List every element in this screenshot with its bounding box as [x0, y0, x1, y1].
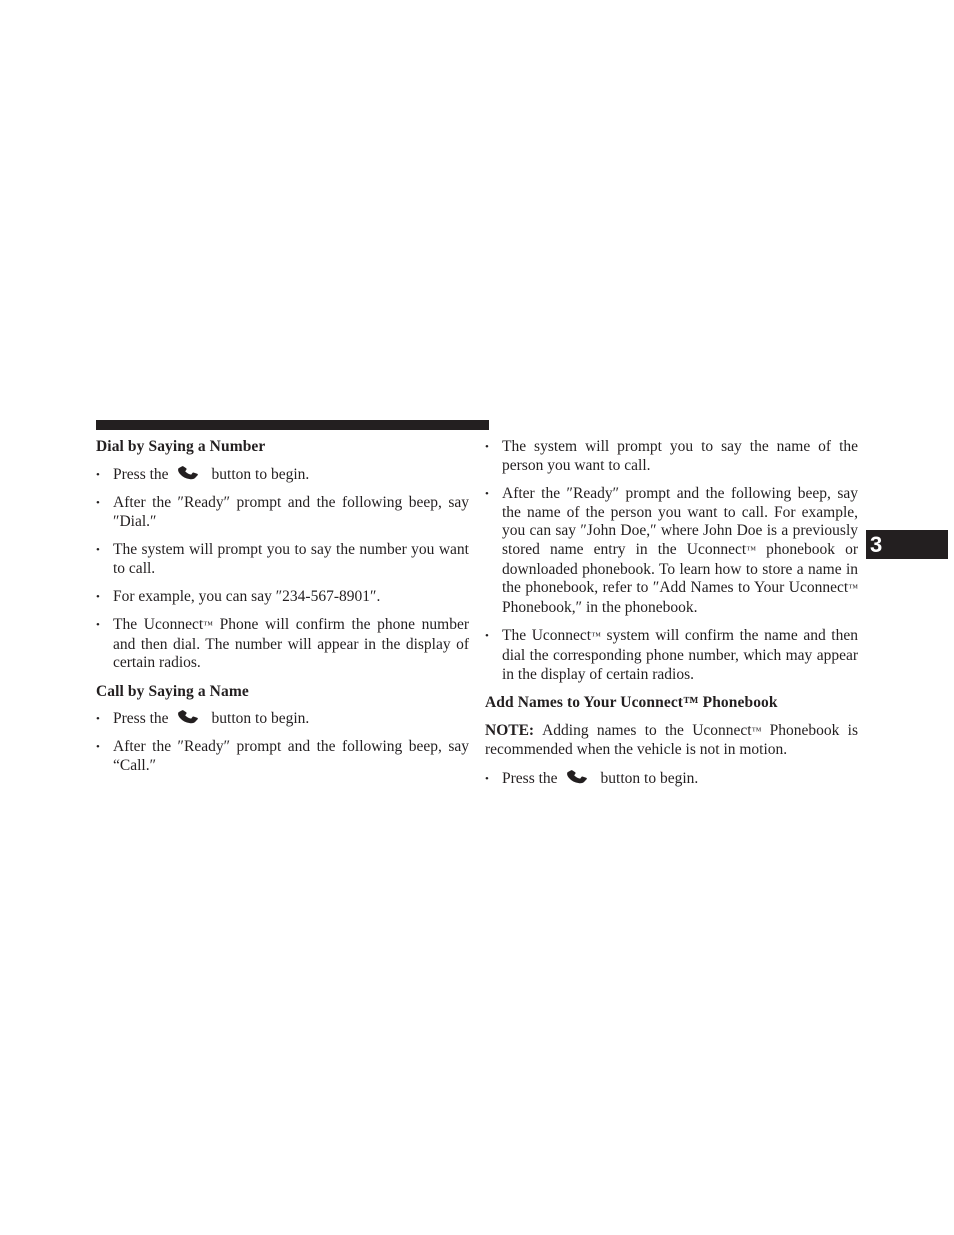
trademark-symbol: ™ — [848, 583, 858, 595]
bullet-text: The Uconnect — [502, 627, 592, 645]
bullet-text: button to begin. — [211, 465, 310, 483]
add-names-heading: Add Names to Your Uconnect™ Phonebook — [485, 693, 778, 711]
bullet-text: button to begin. — [600, 769, 699, 787]
bullet-marker: • — [96, 590, 100, 603]
note-label: NOTE: — [485, 721, 535, 739]
bullet-text: Phone will confirm the phone number and then dial. The number will appear in the display of certain radios. — [113, 615, 469, 672]
bullet-text: After the ″Ready″ prompt and the following beep, say ″Dial.″ — [113, 493, 469, 530]
note-paragraph — [485, 722, 858, 760]
list-item — [96, 738, 469, 775]
bullet-text: After the ″Ready″ prompt and the following beep, say the name of the person you want to call. For example, you can say ″John Doe,″ where John Doe is a previously stored name entry in the Uconnect — [502, 484, 858, 559]
bullet-text: The system will prompt you to say the number you want to call. — [113, 540, 469, 577]
list-item — [96, 494, 469, 531]
note-text: Adding names to the Uconnect — [542, 721, 752, 739]
right-column — [485, 438, 858, 798]
bullet-marker: • — [96, 618, 100, 631]
list-item — [485, 485, 858, 618]
trademark-symbol: ™ — [591, 631, 601, 643]
bullet-text: The Uconnect — [113, 615, 204, 633]
bullet-text: After the ″Ready″ prompt and the following beep, say “Call.″ — [113, 738, 469, 775]
list-item — [485, 438, 858, 475]
left-column — [96, 438, 469, 785]
bullet-marker: • — [96, 468, 100, 481]
phone-handset-icon — [177, 466, 199, 480]
bullet-marker: • — [485, 630, 489, 643]
bullet-text: Press the — [113, 710, 169, 728]
bullet-marker: • — [485, 487, 489, 500]
call-by-name-heading: Call by Saying a Name — [96, 682, 249, 700]
note-text: Phonebook is recommended when the vehicle is not in motion. — [485, 721, 858, 759]
list-item — [485, 627, 858, 684]
bullet-text: system will confirm the name and then dial the corresponding phone number, which may appear in the display of certain radios. — [502, 627, 858, 683]
list-item — [96, 710, 469, 729]
list-item — [96, 588, 469, 607]
phone-handset-icon — [177, 710, 199, 724]
trademark-symbol: ™ — [746, 545, 756, 557]
bullet-text: phonebook or downloaded phonebook. To learn how to store a name in the phonebook, refer to ″Add Names to Your Uconnect — [502, 541, 858, 597]
dial-by-number-heading: Dial by Saying a Number — [96, 438, 266, 455]
bullet-marker: • — [96, 543, 100, 556]
list-item — [96, 616, 469, 673]
bullet-text: Press the — [113, 465, 169, 483]
bullet-marker: • — [96, 741, 100, 754]
bullet-marker: • — [485, 441, 489, 453]
trademark-symbol: ™ — [751, 725, 762, 737]
bullet-marker: • — [96, 496, 100, 509]
bullet-marker: • — [485, 772, 489, 785]
bullet-text: button to begin. — [211, 710, 310, 728]
bullet-text: Press the — [502, 769, 558, 787]
phone-handset-icon — [566, 770, 588, 784]
list-item — [96, 541, 469, 578]
bullet-text: For example, you can say ″234-567-8901″. — [113, 587, 381, 605]
section-tab: 3 — [866, 530, 948, 559]
bullet-text: The system will prompt you to say the name of the person you want to call. — [502, 438, 858, 474]
section-rule — [96, 420, 489, 430]
bullet-marker: • — [96, 713, 100, 726]
trademark-symbol: ™ — [203, 619, 213, 631]
list-item — [96, 466, 469, 485]
bullet-text: Phonebook,″ in the phonebook. — [502, 599, 698, 617]
list-item — [485, 770, 858, 789]
